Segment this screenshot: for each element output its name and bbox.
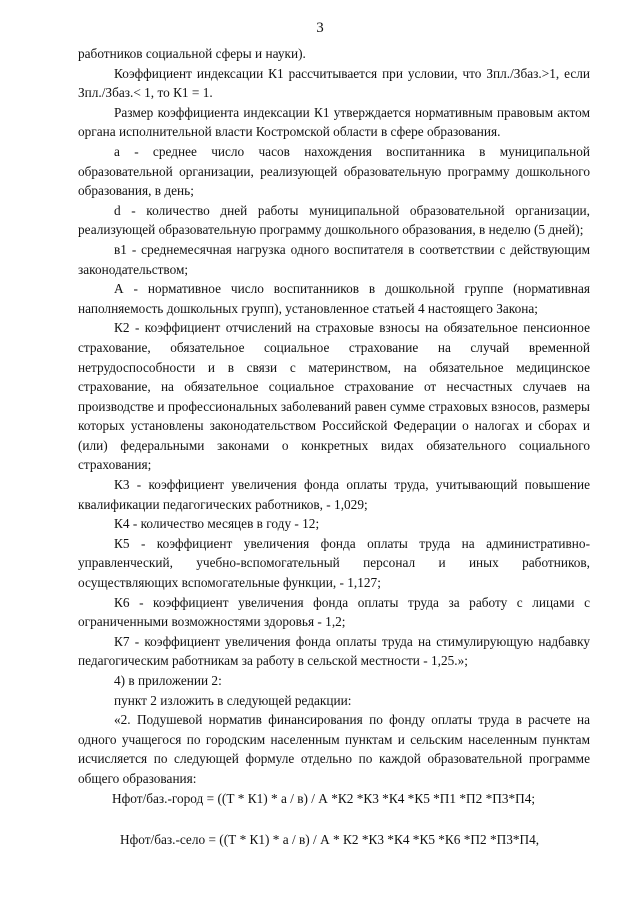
- paragraph: d - количество дней работы муниципальной образовательной организации, реализующей образовательную программу дошкольного образования, в неделю (5 дней);: [78, 202, 590, 238]
- paragraph: 4) в приложении 2:: [114, 673, 222, 688]
- paragraph: «2. Подушевой норматив финансирования по фонду оплаты труда в расчете на одного учащегося по городским населенным пунктам и сельским населенным пунктам исчисляется по следующей формуле отдельно по каждой образовательной программе общего образования:: [78, 712, 590, 786]
- paragraph: К2 - коэффициент отчислений на страховые взносы на обязательное пенсионное страхование, обязательное социальное страхование на случай временной нетрудоспособности и в связи с материнством, на обязательное медицинское страхование, на обязательное социальное страхование от несчастных случаев на производстве и профессиональных заболеваний равен сумме страховых взносов, размеры которых установлены законодательством Российской Федерации о налогах и сборах и (или) федеральными законами о конкретных видах обязательного социального страхования;: [78, 320, 590, 473]
- formula-village: Нфот/баз.-село = ((Т * К1) * а / в) / А * К2 *К3 *К4 *К5 *К6 *П2 *П3*П4,: [120, 832, 540, 848]
- paragraph: работников социальной сферы и науки).: [78, 46, 306, 61]
- page-number: 3: [316, 20, 324, 36]
- paragraph: Размер коэффициента индексации К1 утверждается нормативным правовым актом органа исполнительной власти Костромской области в сфере образования.: [78, 104, 590, 140]
- paragraph: К3 - коэффициент увеличения фонда оплаты труда, учитывающий повышение квалификации педагогических работников, - 1,029;: [78, 477, 590, 512]
- paragraph: К4 - количество месяцев в году - 12;: [114, 516, 320, 532]
- paragraph: в1 - среднемесячная нагрузка одного воспитателя в соответствии с действующим законодательством;: [78, 241, 590, 277]
- formula-city: Нфот/баз.-город = ((Т * К1) * а / в) / А *К2 *К3 *К4 *К5 *П1 *П2 *П3*П4;: [112, 790, 536, 806]
- paragraph: К5 - коэффициент увеличения фонда оплаты труда на административно-управленческий, учебно-вспомогательный персонал и иных работников, осуществляющих вспомогательные функции, - 1,127;: [78, 535, 590, 591]
- paragraph: А - нормативное число воспитанников в дошкольной группе (нормативная наполняемость дошкольных групп), установленное статьей 4 настоящего Закона;: [78, 281, 590, 316]
- paragraph: пункт 2 изложить в следующей редакции:: [114, 692, 352, 708]
- paragraph: Коэффициент индексации К1 рассчитывается при условии, что Зпл./Збаз.>1, если Зпл./Збаз.< 1, то К1 = 1.: [78, 65, 590, 101]
- paragraph: а - среднее число часов нахождения воспитанника в муниципальной образовательной организации, реализующей образовательную программу дошкольного образования, в день;: [78, 143, 590, 199]
- paragraph: К7 - коэффициент увеличения фонда оплаты труда на стимулирующую надбавку педагогическим работникам за работу в сельской местности - 1,25.»;: [78, 633, 590, 669]
- document-body: [78, 44, 590, 850]
- paragraph: К6 - коэффициент увеличения фонда оплаты труда за работу с лицами с ограниченными возможностями здоровья - 1,2;: [78, 594, 590, 630]
